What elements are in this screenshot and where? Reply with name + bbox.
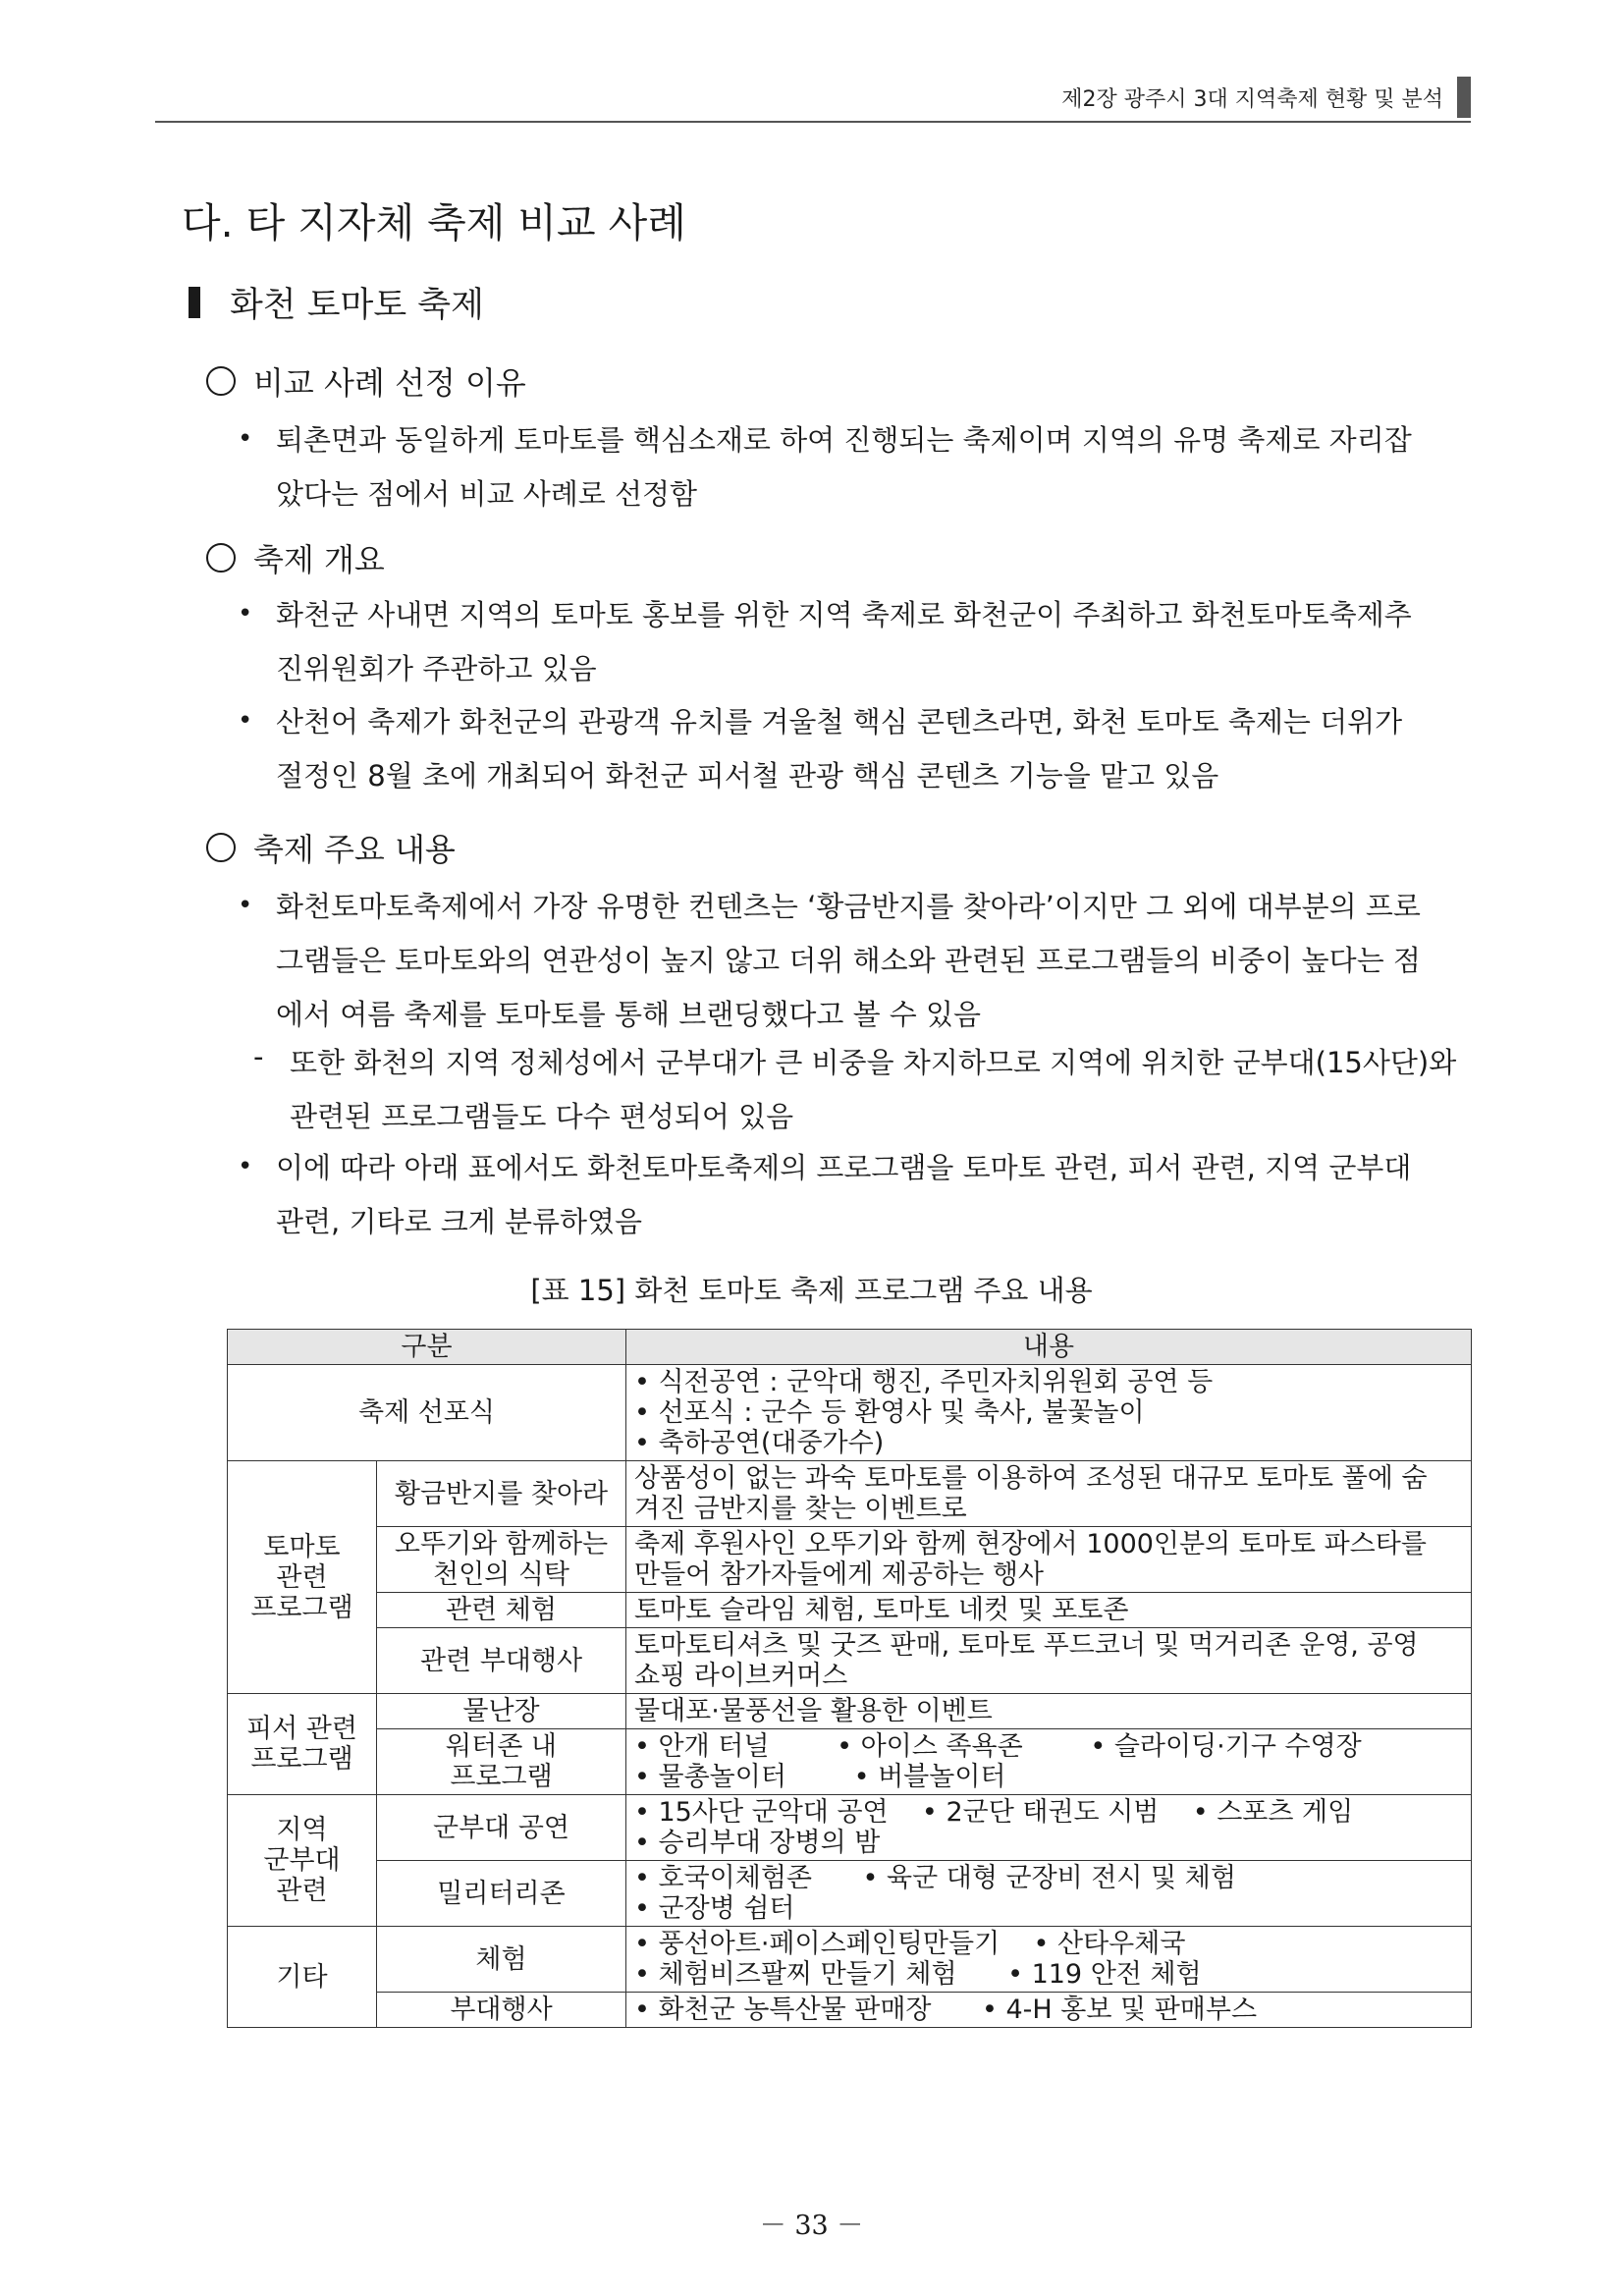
cell-line: 토마토 슬라임 체험, 토마토 네컷 및 포토존 (634, 1595, 1129, 1625)
cell-line: 축제 후원사인 오뚜기와 함께 현장에서 1000인분의 토마토 파스타를 (634, 1529, 1427, 1559)
content-bullet-1 (276, 880, 1479, 1042)
program-table (227, 1329, 1472, 2028)
cell-line: 프로그램 (250, 1744, 353, 1775)
cell-line: • 물총놀이터 • 버블놀이터 (634, 1762, 1006, 1792)
cell-line: • 선포식 : 군수 등 환영사 및 축사, 불꽃놀이 (634, 1397, 1145, 1428)
dining-label (377, 1527, 626, 1593)
circle-bullet-icon (206, 833, 236, 862)
reason-bullet-1 (276, 413, 1479, 521)
military-zone-content (626, 1861, 1472, 1927)
cell-line: • 군장병 쉼터 (634, 1893, 795, 1924)
table-row (228, 1365, 1472, 1461)
header-category: 구분 (228, 1330, 626, 1365)
cell-line: 토마토티셔츠 및 굿즈 판매, 토마토 푸드코너 및 먹거리존 운영, 공영 (634, 1630, 1419, 1661)
text-line: 산천어 축제가 화천군의 관광객 유치를 겨울철 핵심 콘텐츠라면, 화천 토마토 축제는 더위가 (276, 705, 1403, 738)
cell-line: 상품성이 없는 과숙 토마토를 이용하여 조성된 대규모 토마토 풀에 숨 (634, 1463, 1428, 1494)
table-row (228, 1628, 1472, 1694)
circle-bullet-icon (206, 366, 236, 396)
reason-heading (206, 358, 526, 404)
text-line: 또한 화천의 지역 정체성에서 군부대가 큰 비중을 차지하므로 지역에 위치한 군부대(15사단)와 (290, 1046, 1457, 1079)
cell-line: 프로그램 (450, 1762, 553, 1792)
etc-exp-label: 체험 (377, 1927, 626, 1993)
cell-line: 만들어 참가자들에게 제공하는 행사 (634, 1559, 1044, 1590)
cell-line: 관련 (276, 1561, 328, 1593)
etc-exp-content (626, 1927, 1472, 1993)
table-caption: [표 15] 화천 토마토 축제 프로그램 주요 내용 (530, 1274, 1093, 1307)
cell-line: 토마토 (263, 1531, 341, 1562)
table-header-row (228, 1330, 1472, 1365)
tomato-exp-content (626, 1593, 1472, 1628)
cell-line: 관련 (276, 1876, 328, 1906)
page-number: － 33 － (759, 2211, 864, 2241)
table-row (228, 1593, 1472, 1628)
cell-line: • 축하공연(대중가수) (634, 1428, 885, 1458)
table-row (228, 1694, 1472, 1729)
tomato-group (228, 1461, 377, 1694)
cell-line: 쇼핑 라이브커머스 (634, 1661, 848, 1691)
header-title: 제2장 광주시 3대 지역축제 현황 및 분석 (1061, 87, 1443, 112)
military-perf-label: 군부대 공연 (377, 1795, 626, 1861)
cell-line: 겨진 금반지를 찾는 이벤트로 (634, 1494, 967, 1524)
tomato-side-label: 관련 부대행사 (377, 1628, 626, 1694)
cell-line: • 식전공연 : 군악대 행진, 주민자치위원회 공연 등 (634, 1367, 1214, 1397)
subsection-heading (189, 278, 484, 327)
text-line: 화천토마토축제에서 가장 유명한 컨텐츠는 ‘황금반지를 찾아라’이지만 그 외에 대부분의 프로 (276, 890, 1421, 923)
text-line: 진위원회가 주관하고 있음 (276, 652, 597, 685)
military-perf-content (626, 1795, 1472, 1861)
cell-line: 군부대 (263, 1845, 341, 1876)
circle-bullet-icon (206, 543, 236, 573)
content-dash-1 (290, 1036, 1479, 1144)
text-line: 에서 여름 축제를 토마토를 통해 브랜딩했다고 볼 수 있음 (276, 998, 982, 1031)
header-bar (1457, 77, 1471, 118)
table-row (228, 1993, 1472, 2028)
bullet-icon: • (238, 891, 253, 920)
cell-line: • 호국이체험존 • 육군 대형 군장비 전시 및 체험 (634, 1863, 1236, 1893)
bullet-icon: • (238, 706, 253, 736)
header-content: 내용 (626, 1330, 1472, 1365)
opening-label: 축제 선포식 (228, 1365, 626, 1461)
water-label: 물난장 (377, 1694, 626, 1729)
table-row (228, 1927, 1472, 1993)
etc-group: 기타 (228, 1927, 377, 2028)
military-zone-label: 밀리터리존 (377, 1861, 626, 1927)
reason-title: 비교 사례 선정 이유 (253, 364, 526, 402)
overview-heading (206, 535, 385, 580)
cell-line: 피서 관련 (246, 1714, 357, 1744)
page-header (155, 77, 1471, 123)
text-line: 절정인 8월 초에 개최되어 화천군 피서철 관광 핵심 콘텐츠 기능을 맡고 있음 (276, 759, 1219, 793)
subsection-title: 화천 토마토 축제 (230, 286, 484, 325)
dining-content (626, 1527, 1472, 1593)
cell-line: 천인의 식탁 (433, 1559, 569, 1590)
water-content (626, 1694, 1472, 1729)
overview-bullet-1 (276, 588, 1479, 696)
cell-line: • 화천군 농특산물 판매장 • 4-H 홍보 및 판매부스 (634, 1995, 1258, 2025)
table-row (228, 1461, 1472, 1527)
text-line: 관련, 기타로 크게 분류하였음 (276, 1205, 643, 1238)
waterzone-label (377, 1729, 626, 1795)
ring-content (626, 1461, 1472, 1527)
content-bullet-2 (276, 1141, 1479, 1249)
square-bullet-icon (189, 287, 200, 318)
dash-icon: - (253, 1040, 264, 1073)
cell-line: • 체험비즈팔찌 만들기 체험 • 119 안전 체험 (634, 1959, 1202, 1990)
text-line: 그램들은 토마토와의 연관성이 높지 않고 더위 해소와 관련된 프로그램들의 비중이 높다는 점 (276, 944, 1421, 977)
waterzone-content (626, 1729, 1472, 1795)
overview-bullet-2 (276, 695, 1479, 803)
table-row (228, 1527, 1472, 1593)
table-row (228, 1861, 1472, 1927)
text-line: 화천군 사내면 지역의 토마토 홍보를 위한 지역 축제로 화천군이 주최하고 화천토마토축제추 (276, 598, 1412, 631)
cell-line: • 풍선아트·페이스페인팅만들기 • 산타우체국 (634, 1929, 1186, 1959)
cell-line: 프로그램 (250, 1592, 353, 1623)
etc-side-label: 부대행사 (377, 1993, 626, 2028)
military-group (228, 1795, 377, 1927)
cell-line: • 승리부대 장병의 밤 (634, 1828, 881, 1858)
text-line: 이에 따라 아래 표에서도 화천토마토축제의 프로그램을 토마토 관련, 피서 관련, 지역 군부대 (276, 1151, 1412, 1184)
text-line: 았다는 점에서 비교 사례로 선정함 (276, 477, 698, 511)
etc-side-content (626, 1993, 1472, 2028)
cell-line: 지역 (276, 1815, 328, 1845)
bullet-icon: • (238, 1152, 253, 1181)
section-title: 다. 타 지자체 축제 비교 사례 (182, 199, 686, 246)
bullet-icon: • (238, 424, 253, 454)
summer-group (228, 1694, 377, 1795)
table-row (228, 1729, 1472, 1795)
bullet-icon: • (238, 599, 253, 629)
table-row (228, 1795, 1472, 1861)
tomato-exp-label: 관련 체험 (377, 1593, 626, 1628)
text-line: 관련된 프로그램들도 다수 편성되어 있음 (290, 1100, 794, 1133)
content-heading (206, 825, 456, 870)
cell-line: 물대포·물풍선을 활용한 이벤트 (634, 1696, 993, 1726)
cell-line: • 15사단 군악대 공연 • 2군단 태권도 시범 • 스포츠 게임 (634, 1797, 1354, 1828)
content-title: 축제 주요 내용 (253, 831, 456, 868)
cell-line: • 안개 터널 • 아이스 족욕존 • 슬라이딩·기구 수영장 (634, 1731, 1362, 1762)
cell-line: 워터존 내 (446, 1731, 557, 1762)
tomato-side-content (626, 1628, 1472, 1694)
text-line: 퇴촌면과 동일하게 토마토를 핵심소재로 하여 진행되는 축제이며 지역의 유명 축제로 자리잡 (276, 423, 1412, 457)
overview-title: 축제 개요 (253, 541, 385, 578)
cell-line: 오뚜기와 함께하는 (394, 1529, 609, 1559)
ring-label: 황금반지를 찾아라 (377, 1461, 626, 1527)
opening-content (626, 1365, 1472, 1461)
